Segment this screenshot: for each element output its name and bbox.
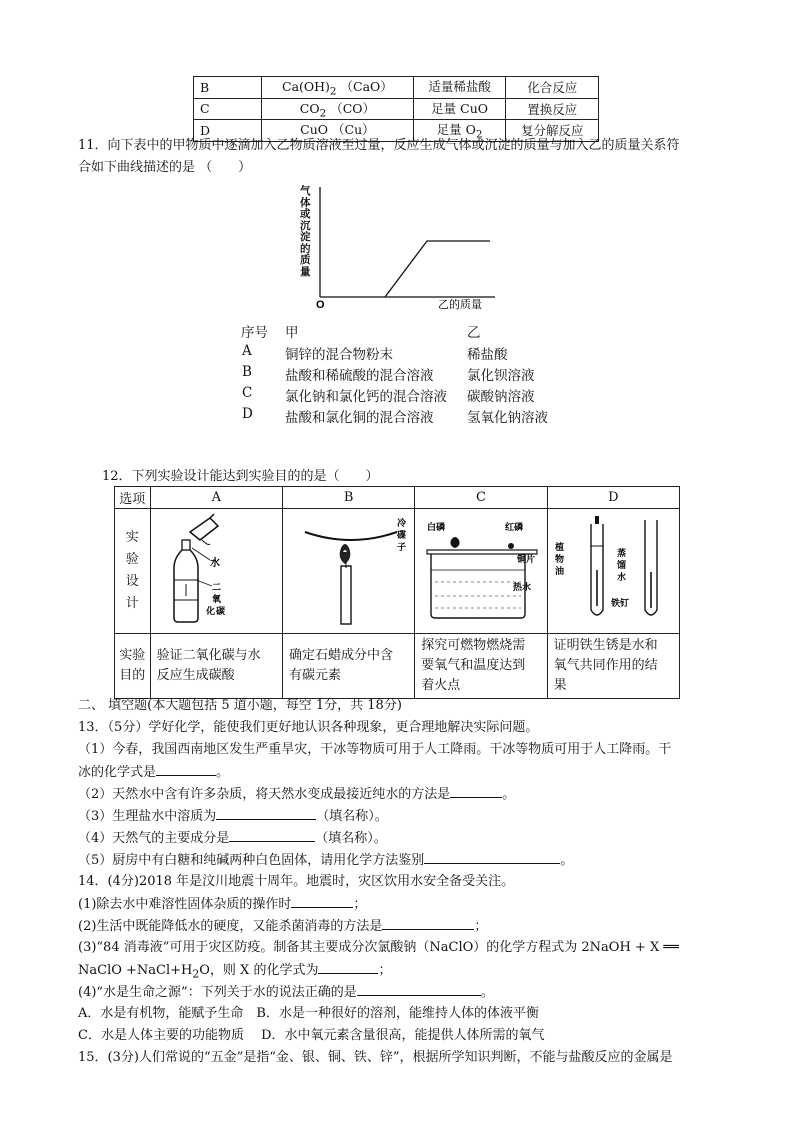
reagent-cell: 足量 $O_2$ bbox=[413, 120, 506, 142]
experiment-table bbox=[114, 486, 680, 699]
label-iron-nail: 铁钉 bbox=[611, 599, 630, 609]
q13-stem: 13．（5分）学好化学，能使我们更好地认识各种现象，更合理地解决实际问题。 bbox=[78, 720, 539, 735]
y-axis-label: 气体或沉淀的质量 bbox=[300, 185, 311, 278]
rust-tubes-diagram bbox=[549, 510, 677, 628]
option-jia: 盐酸和稀硫酸的混合溶液 bbox=[285, 368, 434, 384]
option-cell: C bbox=[194, 98, 262, 120]
substance-cell: $Ca(OH)_2$ （CaO） bbox=[262, 77, 414, 99]
option-yi: 氢氧化钠溶液 bbox=[467, 410, 548, 426]
row-label-design: 实 验 设 计 bbox=[115, 509, 151, 634]
experiment-c-cell bbox=[415, 509, 547, 634]
answer-blank[interactable] bbox=[291, 894, 353, 908]
q14-part3-line1: (3)“84 消毒液”可用于灾区防疫。制备其主要成分次氯酸钠（NaClO）的化学方程式为 2NaOH + X ══ bbox=[78, 940, 679, 955]
option-jia: 盐酸和氯化铜的混合溶液 bbox=[285, 410, 434, 426]
table-row bbox=[115, 634, 680, 699]
label-oil: 物 bbox=[555, 555, 565, 565]
answer-blank[interactable] bbox=[156, 762, 216, 776]
purpose-a: 验证二氧化碳与水 反应生成碳酸 bbox=[150, 634, 282, 699]
header-jia: 甲 bbox=[285, 325, 299, 341]
q14-part2: (2)生活中既能降低水的硬度，又能杀菌消毒的方法是 ； bbox=[78, 916, 487, 936]
q13-part3: （3）生理盐水中溶质为 （填名称）。 bbox=[78, 806, 388, 826]
table-row bbox=[115, 487, 680, 509]
q14-part3-line2: NaClO $+NaCl+H_2O$，则 X 的化学式为 ； bbox=[78, 960, 391, 984]
section-heading: 二、 填空题(本大题包括 5 道小题，每空 1分，共 18分) bbox=[78, 698, 402, 713]
purpose-b: 确定石蜡成分中含 有碳元素 bbox=[282, 634, 414, 699]
label-red-phosphorus: 红磷 bbox=[504, 523, 523, 533]
table-row bbox=[194, 98, 599, 120]
x-axis-label: 乙的质量 bbox=[438, 298, 482, 311]
purpose-d: 证明铁生锈是水和 氧气共同作用的结 果 bbox=[547, 634, 679, 699]
option-key: B bbox=[242, 364, 252, 380]
q12-stem: 12．下列实验设计能达到实验目的的是（ ） bbox=[102, 469, 379, 484]
label-white-phosphorus: 白磷 bbox=[426, 523, 445, 533]
option-jia: 铜锌的混合物粉末 bbox=[285, 347, 393, 363]
bottle-apparatus-diagram bbox=[152, 510, 280, 628]
label-oil: 油 bbox=[555, 567, 565, 577]
q14-option-cd: C．水是人体主要的功能物质 D．水中氧元素含量很高，能提供人体所需的氧气 bbox=[78, 1028, 545, 1043]
option-yi: 碳酸钠溶液 bbox=[467, 389, 535, 405]
curve-line bbox=[385, 241, 490, 297]
col-header: D bbox=[547, 487, 679, 509]
origin-label: O bbox=[316, 299, 325, 311]
q11-stem-line1: 11．向下表中的甲物质中逐滴加入乙物质溶液至过量，反应生成气体或沉淀的质量与加入乙的质量关系符 bbox=[78, 138, 680, 153]
label-co2: 氧 bbox=[212, 595, 222, 605]
experiment-a-cell bbox=[150, 509, 282, 634]
row-label-purpose: 实验 目的 bbox=[115, 634, 151, 699]
answer-blank[interactable] bbox=[229, 828, 315, 842]
label-cold-dish: 碟 bbox=[396, 531, 406, 541]
q13-part2: （2）天然水中含有许多杂质，将天然水变成最接近纯水的方法是 。 bbox=[78, 784, 515, 804]
header-yi: 乙 bbox=[467, 325, 481, 341]
substance-cell: CuO （Cu） bbox=[262, 120, 414, 142]
reaction-type-cell: 复分解反应 bbox=[506, 120, 599, 142]
answer-blank[interactable] bbox=[424, 850, 560, 864]
option-key: A bbox=[242, 343, 252, 359]
option-cell: B bbox=[194, 77, 262, 99]
reagent-cell: 适量稀盐酸 bbox=[413, 77, 506, 99]
q15-stem: 15．(3分)人们常说的“五金”是指“金、银、铜、铁、锌”，根据所学知识判断，不能与盐酸反应的金属是 bbox=[78, 1050, 673, 1065]
label-co2: 碳 bbox=[216, 607, 226, 617]
label-cold-dish: 子 bbox=[396, 543, 406, 553]
q13-part1-line2: 冰的化学式是 。 bbox=[78, 762, 229, 782]
answer-blank[interactable] bbox=[357, 982, 481, 996]
label-oil: 植 bbox=[555, 543, 565, 553]
label-hot-water: 热水 bbox=[512, 583, 531, 593]
experiment-b-cell bbox=[282, 509, 414, 634]
option-key: C bbox=[242, 385, 253, 401]
option-jia: 氯化钠和氯化钙的混合溶液 bbox=[285, 389, 447, 405]
q14-part4: (4)“水是生命之源”：下列关于水的说法正确的是 。 bbox=[78, 982, 494, 1002]
option-cell: D bbox=[194, 120, 262, 142]
answer-blank[interactable] bbox=[382, 916, 474, 930]
label-distilled-water: 水 bbox=[617, 573, 627, 583]
label-distilled-water: 蒸 bbox=[617, 549, 627, 559]
label-water: 水 bbox=[210, 558, 221, 569]
table-row bbox=[115, 509, 680, 634]
q14-stem: 14．(4分)2018 年是汶川地震十周年。地震时，灾区饮用水安全备受关注。 bbox=[78, 874, 515, 889]
answer-blank[interactable] bbox=[450, 784, 502, 798]
option-yi: 氯化钡溶液 bbox=[467, 368, 535, 384]
table-row bbox=[194, 77, 599, 99]
label-co2: 二 bbox=[212, 583, 222, 593]
col-header: B bbox=[282, 487, 414, 509]
q11-graph bbox=[290, 183, 510, 313]
label-cold-dish: 冷 bbox=[396, 519, 406, 529]
q13-part1-line1: （1）今春，我国西南地区发生严重旱灾，干冰等物质可用于人工降雨。干冰等物质可用于人工降雨。干 bbox=[78, 742, 672, 757]
q13-part4: （4）天然气的主要成分是 （填名称）。 bbox=[78, 828, 387, 848]
col-header: A bbox=[150, 487, 282, 509]
substance-cell: $CO_2$ （CO） bbox=[262, 98, 414, 120]
top-table bbox=[193, 76, 599, 142]
option-yi: 稀盐酸 bbox=[467, 347, 508, 363]
header-no: 序号 bbox=[241, 325, 268, 341]
label-co2: 化 bbox=[206, 607, 216, 617]
q11-stem-line2: 合如下曲线描述的是 （ ） bbox=[78, 160, 252, 175]
answer-blank[interactable] bbox=[318, 960, 378, 974]
option-key: D bbox=[242, 406, 253, 422]
q14-option-ab: A．水是有机物，能赋予生命 B．水是一种很好的溶剂，能维持人体的体液平衡 bbox=[78, 1006, 539, 1021]
purpose-c: 探究可燃物燃烧需 要氧气和温度达到 着火点 bbox=[415, 634, 547, 699]
col-header: 选项 bbox=[115, 487, 151, 509]
phosphorus-beaker-diagram bbox=[417, 510, 545, 628]
label-copper: 铜片 bbox=[516, 555, 535, 565]
candle-dish-diagram bbox=[285, 510, 413, 628]
experiment-d-cell bbox=[547, 509, 679, 634]
label-distilled-water: 馏 bbox=[617, 561, 627, 571]
q13-part5: （5）厨房中有白糖和纯碱两种白色固体，请用化学方法鉴别 。 bbox=[78, 850, 573, 870]
reaction-type-cell: 化合反应 bbox=[506, 77, 599, 99]
reaction-type-cell: 置换反应 bbox=[506, 98, 599, 120]
answer-blank[interactable] bbox=[216, 806, 316, 820]
q14-part1: (1)除去水中难溶性固体杂质的操作时 ； bbox=[78, 894, 366, 914]
reagent-cell: 足量 CuO bbox=[413, 98, 506, 120]
col-header: C bbox=[415, 487, 547, 509]
